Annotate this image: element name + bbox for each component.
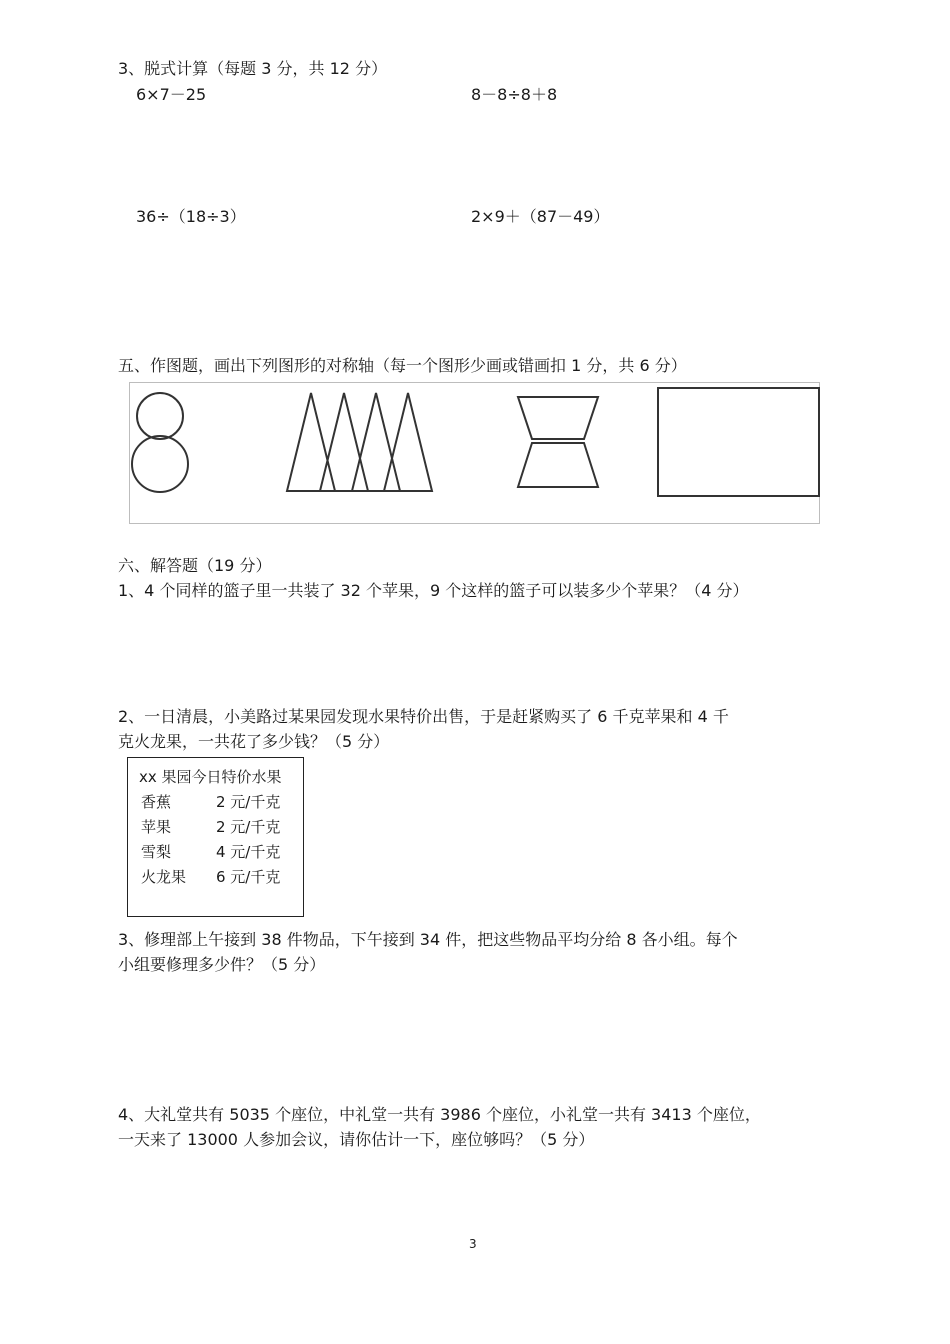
section5-heading: 五、作图题，画出下列图形的对称轴（每一个图形少画或错画扣 1 分，共 6 分） [118,356,687,375]
problem-3: 36÷（18÷3） [136,207,246,226]
hourglass-trapezoids [518,397,598,487]
four-triangles [287,393,432,491]
symmetry-figures [130,383,821,525]
symmetry-figures-box [129,382,820,524]
price-row-name: 雪梨 [141,843,172,861]
price-row-name: 香蕉 [141,793,172,811]
question-4-line-2: 一天来了 13000 人参加会议，请你估计一下，座位够吗？（5 分） [118,1130,595,1149]
section6-heading: 六、解答题（19 分） [118,556,272,575]
page-number: 3 [469,1237,477,1251]
price-row-price: 4 元/千克 [216,843,281,861]
question-1: 1、4 个同样的篮子里一共装了 32 个苹果，9 个这样的篮子可以装多少个苹果？（4 分） [118,581,749,600]
problem-2: 8－8÷8＋8 [471,85,558,104]
section3-heading: 3、脱式计算（每题 3 分，共 12 分） [118,59,388,78]
price-row-price: 6 元/千克 [216,868,281,886]
price-table-title: xx 果园今日特价水果 [139,768,282,786]
question-2-line-1: 2、一日清晨，小美路过某果园发现水果特价出售，于是赶紧购买了 6 千克苹果和 4 千 [118,707,729,726]
price-row-name: 火龙果 [141,868,187,886]
price-row-price: 2 元/千克 [216,818,281,836]
problem-4: 2×9＋（87－49） [471,207,610,226]
question-3-line-1: 3、修理部上午接到 38 件物品，下午接到 34 件，把这些物品平均分给 8 各小组。每个 [118,930,738,949]
price-row-name: 苹果 [141,818,172,836]
question-3-line-2: 小组要修理多少件？（5 分） [118,955,326,974]
figure-eight-circles [132,393,188,492]
question-2-line-2: 克火龙果，一共花了多少钱？（5 分） [118,732,390,751]
price-row-price: 2 元/千克 [216,793,281,811]
problem-1: 6×7－25 [136,85,207,104]
price-table [127,757,304,917]
question-4-line-1: 4、大礼堂共有 5035 个座位，中礼堂一共有 3986 个座位，小礼堂一共有 3413 个座位， [118,1105,761,1124]
rectangle [658,388,819,496]
